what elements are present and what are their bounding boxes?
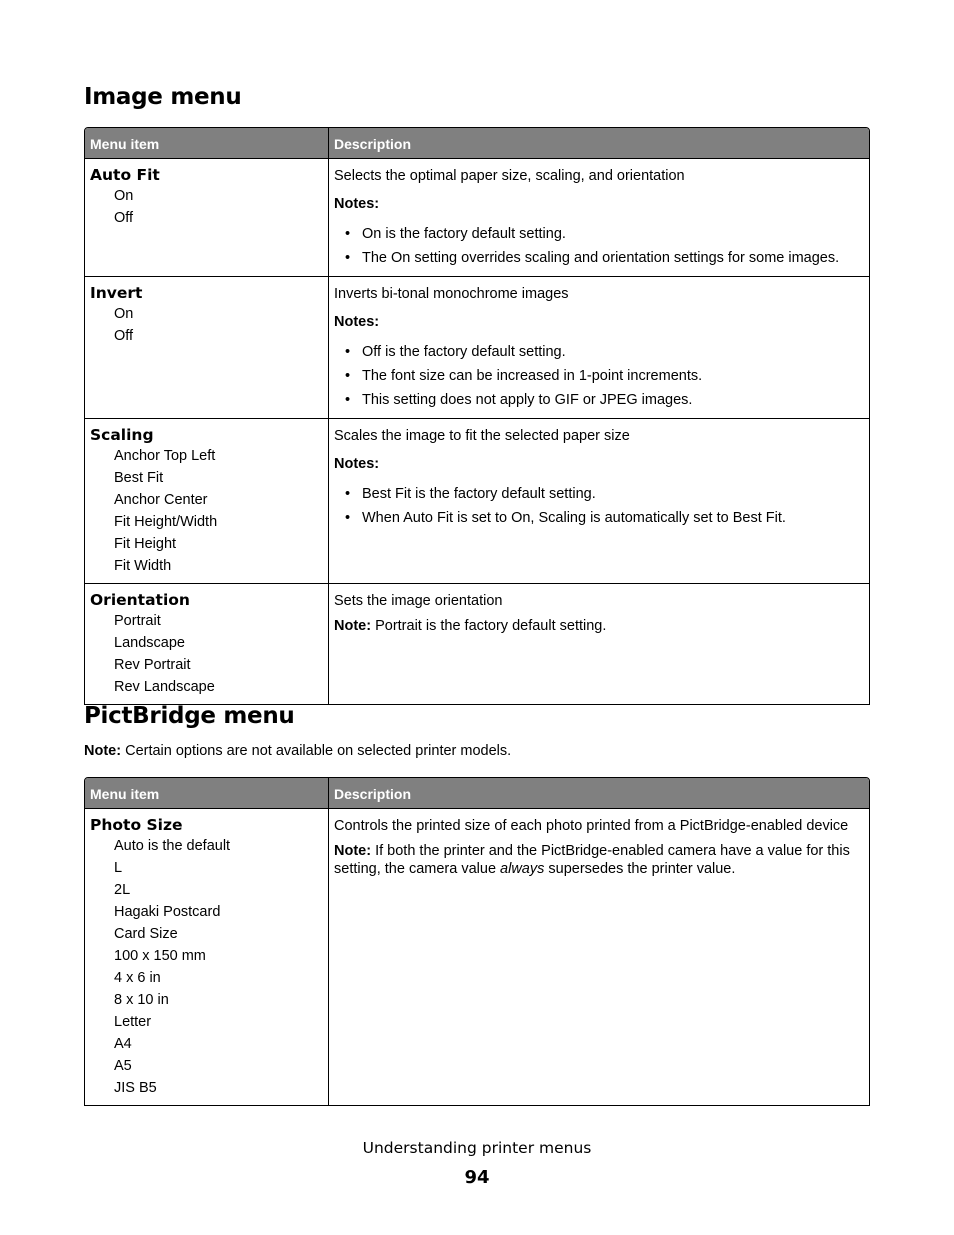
description-header: Description (329, 128, 869, 158)
note-bullet: • When Auto Fit is set to On, Scaling is automatically set to Best Fit. (334, 506, 864, 530)
note-bullet: • Off is the factory default setting. (334, 340, 864, 364)
menu-item-cell (85, 583, 329, 704)
menu-item-header: Menu item (85, 128, 329, 158)
table-row (85, 158, 869, 276)
table-header-row (85, 128, 869, 158)
menu-option: On (114, 188, 134, 204)
menu-item-title: Photo Size (90, 816, 183, 834)
menu-option: Rev Portrait (114, 657, 191, 673)
notes-label: Notes: (334, 456, 380, 472)
description-cell (329, 583, 869, 704)
menu-option: A4 (114, 1036, 132, 1052)
menu-option: Fit Height/Width (114, 514, 218, 530)
table-row (85, 276, 869, 418)
menu-option: Fit Height (114, 536, 177, 552)
page-number: 94 (464, 1167, 490, 1188)
menu-option: Off (114, 328, 134, 344)
pictbridge-menu-table (84, 777, 870, 1106)
menu-option: Best Fit (114, 470, 164, 486)
menu-option: A5 (114, 1058, 132, 1074)
pictbridge-menu-heading: PictBridge menu (84, 703, 295, 729)
menu-option: Fit Width (114, 558, 172, 574)
table-row (85, 808, 869, 1105)
notes-list (334, 222, 864, 270)
menu-option: On (114, 306, 134, 322)
menu-item-cell (85, 276, 329, 418)
menu-option: Auto is the default (114, 838, 231, 854)
menu-option: 2L (114, 882, 131, 898)
description-cell (329, 418, 869, 583)
note-paragraph (334, 842, 864, 878)
table-row (85, 418, 869, 583)
note-emphasis: always (500, 861, 545, 877)
note-label: Note: (334, 618, 372, 634)
menu-option: JIS B5 (114, 1080, 157, 1096)
image-menu-table (84, 127, 870, 705)
menu-option: Hagaki Postcard (114, 904, 221, 920)
footer-title: Understanding printer menus (362, 1139, 592, 1157)
description-text: Selects the optimal paper size, scaling, and orientation (334, 168, 685, 184)
menu-item-title: Auto Fit (90, 166, 160, 184)
menu-item-cell (85, 418, 329, 583)
menu-option: 100 x 150 mm (114, 948, 206, 964)
note-bullet: • The On setting overrides scaling and orientation settings for some images. (334, 246, 864, 270)
note-label: Note: (334, 843, 372, 859)
description-text: Inverts bi-tonal monochrome images (334, 286, 569, 302)
menu-item-title: Invert (90, 284, 143, 302)
note-bullet: • On is the factory default setting. (334, 222, 864, 246)
menu-item-title: Scaling (90, 426, 154, 444)
description-cell (329, 808, 869, 1105)
description-header: Description (329, 778, 869, 808)
menu-item-title: Orientation (90, 591, 190, 609)
description-cell (329, 276, 869, 418)
note-label: Note: (84, 743, 122, 759)
description-text: Scales the image to fit the selected paper size (334, 428, 630, 444)
table-row (85, 583, 869, 704)
note-text: Certain options are not available on selected printer models. (121, 743, 512, 759)
note-text-end: supersedes the printer value. (544, 861, 736, 877)
notes-label: Notes: (334, 196, 380, 212)
notes-list (334, 340, 864, 412)
menu-option: Anchor Center (114, 492, 208, 508)
menu-option: Rev Landscape (114, 679, 215, 695)
note-bullet: • Best Fit is the factory default setting. (334, 482, 864, 506)
description-text: Controls the printed size of each photo printed from a PictBridge-enabled device (334, 818, 849, 834)
menu-option: Anchor Top Left (114, 448, 216, 464)
menu-option: Landscape (114, 635, 185, 651)
menu-option: 4 x 6 in (114, 970, 161, 986)
menu-option: 8 x 10 in (114, 992, 169, 1008)
description-text: Sets the image orientation (334, 593, 503, 609)
image-menu-heading: Image menu (84, 84, 242, 110)
note-bullet: • The font size can be increased in 1-point increments. (334, 364, 864, 388)
table-header-row (85, 778, 869, 808)
menu-item-header: Menu item (85, 778, 329, 808)
menu-item-cell (85, 158, 329, 276)
notes-label: Notes: (334, 314, 380, 330)
description-cell (329, 158, 869, 276)
menu-option: Off (114, 210, 134, 226)
menu-item-cell (85, 808, 329, 1105)
note-text: If both the printer and the PictBridge-enabled camera have a value for this setting, the camera value (334, 843, 850, 877)
menu-option: Portrait (114, 613, 161, 629)
menu-option: Letter (114, 1014, 152, 1030)
notes-list (334, 482, 864, 530)
pictbridge-note (84, 743, 511, 759)
note-bullet: • This setting does not apply to GIF or JPEG images. (334, 388, 864, 412)
menu-option: L (114, 860, 123, 876)
menu-option: Card Size (114, 926, 178, 942)
note-paragraph (334, 617, 864, 635)
note-text: Portrait is the factory default setting. (371, 618, 607, 634)
